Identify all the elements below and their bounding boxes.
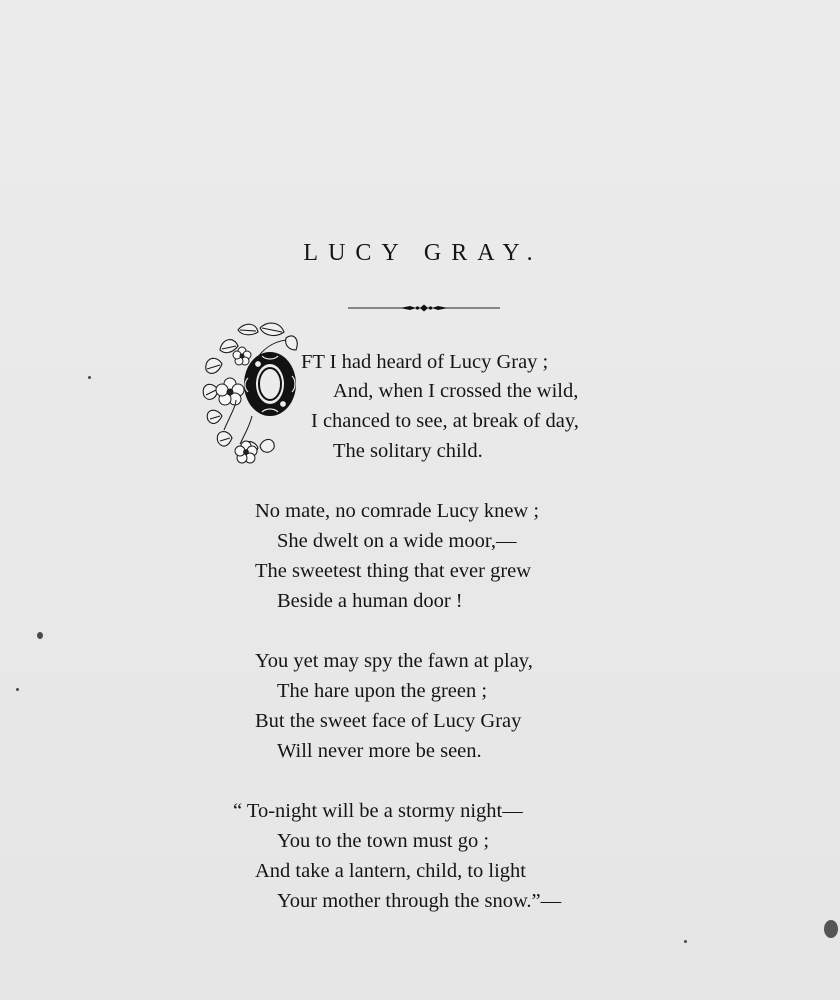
poem-line: She dwelt on a wide moor,— xyxy=(277,530,517,552)
paper-speck xyxy=(16,688,19,691)
floral-dropcap-o xyxy=(200,320,304,468)
title-ornament-rule xyxy=(348,300,500,316)
paper-speck xyxy=(684,940,687,943)
poem-line: And, when I crossed the wild, xyxy=(333,380,579,402)
poem-line: But the sweet face of Lucy Gray xyxy=(255,710,522,732)
poem-line: FT I had heard of Lucy Gray ; xyxy=(301,351,549,373)
poem-line: Will never more be seen. xyxy=(277,740,482,762)
poem-line: I chanced to see, at break of day, xyxy=(311,410,579,432)
paper-speck xyxy=(824,920,838,938)
poem-line: You to the town must go ; xyxy=(277,830,490,852)
poem-line: The solitary child. xyxy=(333,440,483,462)
poem-line: Beside a human door ! xyxy=(277,590,463,612)
poem-line: No mate, no comrade Lucy knew ; xyxy=(255,500,540,522)
paper-speck xyxy=(88,376,91,379)
poem-line: “ To-night will be a stormy night— xyxy=(233,800,523,822)
poem-line: Your mother through the snow.”— xyxy=(277,890,562,912)
poem-line: And take a lantern, child, to light xyxy=(255,860,526,882)
paper-speck xyxy=(37,632,43,639)
poem-line: The sweetest thing that ever grew xyxy=(255,560,532,582)
poem-line: You yet may spy the fawn at play, xyxy=(255,650,533,672)
poem-title: LUCY GRAY. xyxy=(303,240,543,266)
poem-line: The hare upon the green ; xyxy=(277,680,488,702)
